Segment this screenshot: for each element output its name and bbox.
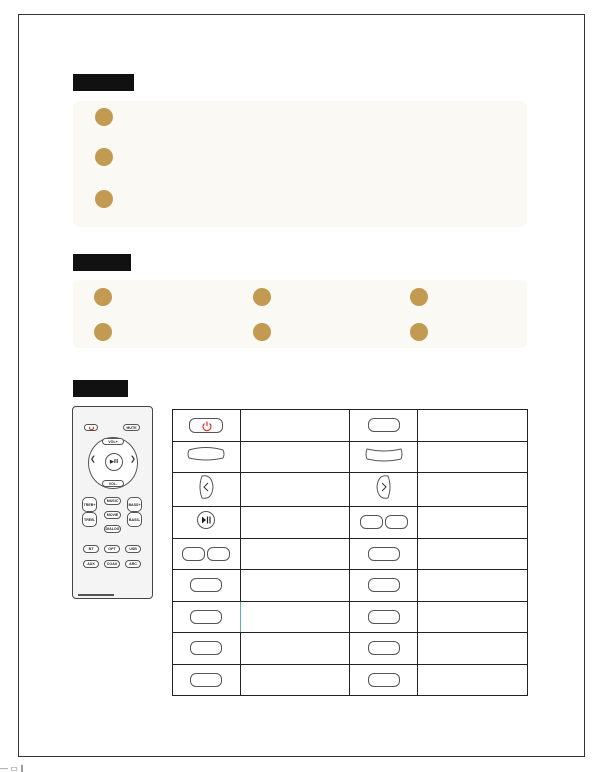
section-1-tag: [73, 74, 134, 91]
key-desc-cell: [240, 473, 350, 507]
key-desc-cell: [240, 507, 350, 539]
key-icon-cell: [173, 601, 241, 633]
bullet-dot: [94, 288, 112, 306]
remote-arc-button: ARC: [125, 560, 141, 568]
key-icon-cell: [173, 410, 241, 442]
table-row: [173, 410, 528, 442]
table-row: [173, 507, 528, 539]
table-row: [173, 473, 528, 507]
chevron-left-icon: ❮: [90, 456, 96, 463]
power-icon: [89, 426, 94, 431]
remote-usb-button: USB: [125, 545, 141, 553]
key-desc-cell: [418, 633, 528, 665]
blank-key-icon: [190, 673, 222, 687]
key-desc-cell: [418, 570, 528, 602]
key-desc-cell: [418, 664, 528, 696]
blank-key-icon: [368, 673, 400, 687]
blank-key-icon: [368, 578, 400, 592]
key-desc-cell: [418, 441, 528, 473]
table-row: [173, 538, 528, 570]
key-icon-cell: [173, 633, 241, 665]
blank-key-icon: [190, 578, 222, 592]
key-icon-cell: [350, 473, 418, 507]
key-icon-cell: [173, 570, 241, 602]
remote-aux-button: AUX: [83, 560, 99, 568]
key-desc-cell: [418, 473, 528, 507]
key-desc-cell: [418, 410, 528, 442]
table-row: [173, 570, 528, 602]
key-icon: [182, 547, 205, 561]
remote-key-table: [172, 409, 528, 696]
remote-mute-button: MUTE: [123, 424, 140, 431]
remote-treb-down-button: TREB-: [82, 512, 97, 527]
key-icon-cell: [173, 664, 241, 696]
play-pause-icon: [196, 510, 216, 530]
right-arrow-key-icon: [374, 473, 394, 501]
key-desc-cell: [240, 633, 350, 665]
remote-vol-down-button: VOL-: [102, 480, 124, 487]
key-desc-cell: [418, 507, 528, 539]
table-row: [173, 664, 528, 696]
key-icon-cell: [350, 410, 418, 442]
remote-bottom-edge: [78, 594, 114, 596]
blank-key-icon: [190, 610, 222, 624]
key-icon-cell: [350, 601, 418, 633]
bullet-dot: [94, 323, 112, 341]
vol-down-curved-key-icon: [364, 445, 404, 463]
remote-music-button: MUSIC: [104, 497, 121, 505]
blank-key-icon: [190, 641, 222, 655]
blank-key-icon: [368, 610, 400, 624]
footer-mark: — ▭ ∥: [0, 764, 25, 772]
section-1-panel: [73, 101, 527, 227]
table-row: [173, 633, 528, 665]
remote-bass-up-button: BASS+: [127, 497, 142, 512]
bullet-dot: [95, 148, 113, 166]
section-2-tag: [73, 254, 131, 271]
key-icon-cell: [350, 664, 418, 696]
key-icon: [360, 515, 383, 529]
key-desc-cell: [418, 538, 528, 570]
key-desc-cell: [240, 664, 350, 696]
key-icon-cell: [350, 507, 418, 539]
remote-opt-button: OPT: [104, 545, 120, 553]
key-icon: [385, 515, 408, 529]
power-icon: [189, 418, 223, 433]
blank-key-icon: [368, 418, 400, 432]
bullet-dot: [253, 323, 271, 341]
key-icon-cell: [173, 473, 241, 507]
bullet-dot: [253, 288, 271, 306]
table-row: [173, 601, 528, 633]
remote-treb-up-button: TREB+: [82, 497, 97, 512]
key-desc-cell: [240, 570, 350, 602]
key-icon-cell: [350, 570, 418, 602]
key-icon-cell: [350, 441, 418, 473]
bullet-dot: [95, 190, 113, 208]
key-icon-cell: [350, 538, 418, 570]
bullet-dot: [410, 323, 428, 341]
key-icon-cell: [173, 441, 241, 473]
remote-bass-down-button: BASS-: [127, 512, 142, 527]
remote-bt-button: BT: [83, 545, 99, 553]
chevron-right-icon: ❯: [130, 456, 136, 463]
bullet-dot: [95, 108, 113, 126]
key-desc-cell: [418, 601, 528, 633]
left-arrow-key-icon: [196, 473, 216, 501]
bullet-dot: [410, 288, 428, 306]
remote-play-pause-button: ▶/II: [105, 453, 123, 471]
key-icon-cell: [173, 538, 241, 570]
key-icon-cell: [173, 507, 241, 539]
section-3-tag: [73, 380, 128, 397]
key-icon: [207, 547, 230, 561]
remote-power-button: [84, 424, 98, 431]
remote-vol-up-button: VOL+: [102, 438, 124, 445]
key-desc-cell: [240, 601, 350, 633]
remote-movie-button: MOVIE: [104, 511, 121, 519]
key-desc-cell: [240, 410, 350, 442]
key-desc-cell: [240, 441, 350, 473]
remote-dialog-button: DIALOG: [105, 527, 120, 531]
remote-coax-button: COAX: [104, 560, 120, 568]
vol-up-curved-key-icon: [186, 445, 226, 463]
section-2-panel: [73, 280, 527, 348]
blank-key-icon: [368, 641, 400, 655]
key-icon-cell: [350, 633, 418, 665]
table-row: [173, 441, 528, 473]
blank-key-icon: [368, 547, 400, 561]
key-desc-cell: [240, 538, 350, 570]
